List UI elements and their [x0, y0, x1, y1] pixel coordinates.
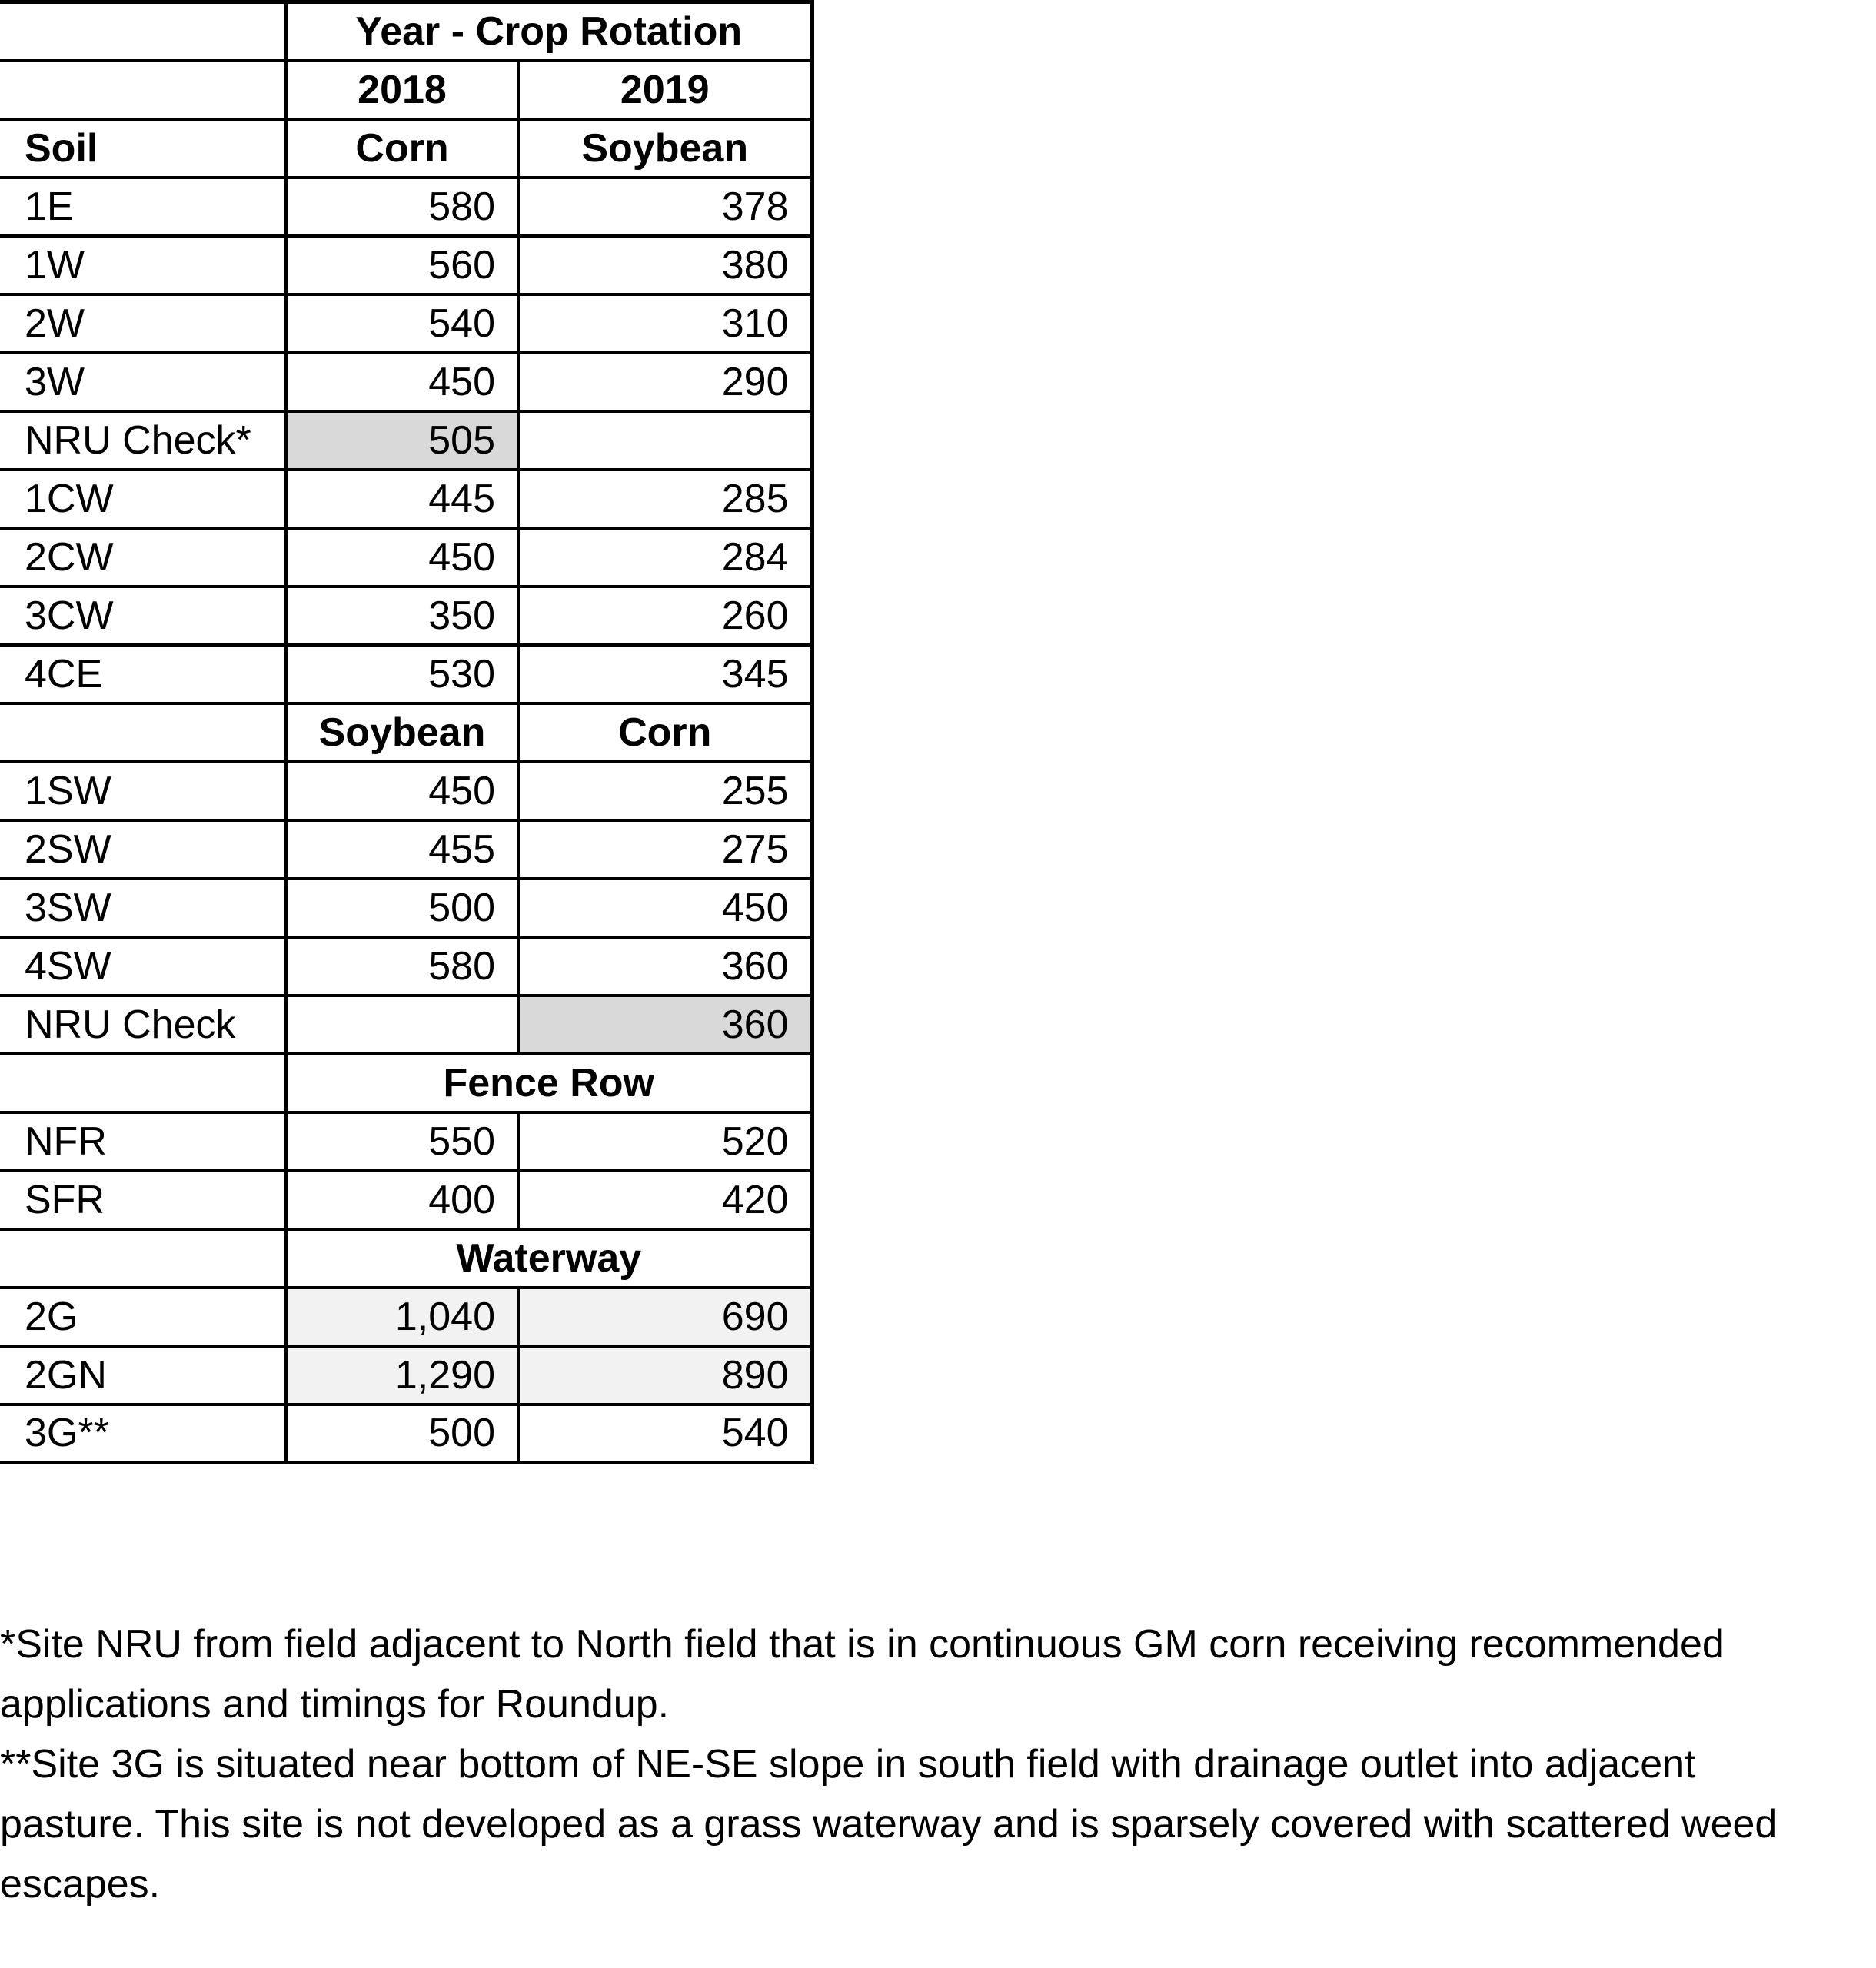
value-2019-cell [518, 411, 812, 470]
value-2018-cell: 580 [286, 178, 518, 236]
value-2018-cell: 530 [286, 645, 518, 703]
fence-row-header [0, 1054, 812, 1112]
crop-2018-header: Corn [286, 119, 518, 178]
value-2019-cell: 360 [518, 937, 812, 996]
value-2019-cell: 380 [518, 236, 812, 294]
year-header-row [0, 61, 812, 119]
table-row [0, 528, 812, 587]
value-2019-cell: 260 [518, 587, 812, 645]
value-2018-cell: 400 [286, 1171, 518, 1229]
blank-cell [0, 703, 286, 762]
table-row [0, 645, 812, 703]
soil-cell: NFR [0, 1112, 286, 1171]
crop-2019-header: Soybean [518, 119, 812, 178]
value-2019-cell: 310 [518, 294, 812, 353]
table-row [0, 762, 812, 820]
crop-2018-header-2: Soybean [286, 703, 518, 762]
soil-cell: 3CW [0, 587, 286, 645]
value-2019-cell: 275 [518, 820, 812, 879]
soil-cell: NRU Check* [0, 411, 286, 470]
value-2019-cell: 345 [518, 645, 812, 703]
soil-cell: 2G [0, 1288, 286, 1346]
footnotes [0, 1614, 1845, 1914]
table-title-row [0, 2, 812, 61]
value-2018-cell: 1,040 [286, 1288, 518, 1346]
crop-2019-header-2: Corn [518, 703, 812, 762]
crop-rotation-table [0, 0, 814, 1464]
waterway-title: Waterway [286, 1229, 812, 1288]
blank-cell [0, 1054, 286, 1112]
table-row [0, 1171, 812, 1229]
value-2018-cell: 455 [286, 820, 518, 879]
crop-header-row [0, 119, 812, 178]
value-2019-cell: 450 [518, 879, 812, 937]
soil-cell: 3G** [0, 1405, 286, 1463]
table-row [0, 1112, 812, 1171]
footnote-3g: **Site 3G is situated near bottom of NE-SE slope in south field with drainage outlet into adjacent pasture. This site is not developed as a grass waterway and is sparsely covered with scattered weed escapes. [0, 1742, 1778, 1906]
table-row [0, 1346, 812, 1405]
value-2018-cell: 560 [286, 236, 518, 294]
table-row [0, 1288, 812, 1346]
value-2018-cell: 505 [286, 411, 518, 470]
value-2018-cell [286, 996, 518, 1054]
soil-cell: 2W [0, 294, 286, 353]
value-2019-cell: 290 [518, 353, 812, 411]
soil-cell: 1SW [0, 762, 286, 820]
value-2018-cell: 550 [286, 1112, 518, 1171]
table-row [0, 820, 812, 879]
value-2019-cell: 284 [518, 528, 812, 587]
table-row [0, 178, 812, 236]
value-2019-cell: 378 [518, 178, 812, 236]
soil-cell: 2GN [0, 1346, 286, 1405]
soil-cell: 2SW [0, 820, 286, 879]
blank-cell [0, 2, 286, 61]
waterway-header [0, 1229, 812, 1288]
value-2018-cell: 350 [286, 587, 518, 645]
table-row [0, 1405, 812, 1463]
soil-cell: NRU Check [0, 996, 286, 1054]
table-row [0, 411, 812, 470]
value-2019-cell: 420 [518, 1171, 812, 1229]
value-2018-cell: 450 [286, 353, 518, 411]
table-row [0, 587, 812, 645]
value-2019-cell: 285 [518, 470, 812, 528]
table-row [0, 353, 812, 411]
year-2018-header: 2018 [286, 61, 518, 119]
blank-cell [0, 1229, 286, 1288]
soil-cell: 4CE [0, 645, 286, 703]
value-2018-cell: 500 [286, 1405, 518, 1463]
soil-cell: 2CW [0, 528, 286, 587]
soil-cell: 1W [0, 236, 286, 294]
table-row [0, 236, 812, 294]
value-2019-cell: 520 [518, 1112, 812, 1171]
fence-row-title: Fence Row [286, 1054, 812, 1112]
soil-cell: 4SW [0, 937, 286, 996]
value-2018-cell: 580 [286, 937, 518, 996]
value-2018-cell: 450 [286, 762, 518, 820]
soil-cell: 1CW [0, 470, 286, 528]
soil-cell: SFR [0, 1171, 286, 1229]
soil-column-header: Soil [0, 119, 286, 178]
value-2019-cell: 540 [518, 1405, 812, 1463]
table-row [0, 937, 812, 996]
footnote-nru: *Site NRU from field adjacent to North field that is in continuous GM corn receiving recommended applications and timings for Roundup. [0, 1622, 1725, 1727]
table-row [0, 996, 812, 1054]
soil-cell: 3SW [0, 879, 286, 937]
table-row [0, 879, 812, 937]
value-2018-cell: 1,290 [286, 1346, 518, 1405]
value-2019-cell: 360 [518, 996, 812, 1054]
value-2019-cell: 690 [518, 1288, 812, 1346]
table-title: Year - Crop Rotation [286, 2, 812, 61]
table-row [0, 294, 812, 353]
blank-cell [0, 61, 286, 119]
table-row [0, 470, 812, 528]
value-2018-cell: 500 [286, 879, 518, 937]
year-2019-header: 2019 [518, 61, 812, 119]
soil-cell: 1E [0, 178, 286, 236]
soil-cell: 3W [0, 353, 286, 411]
value-2018-cell: 540 [286, 294, 518, 353]
value-2018-cell: 450 [286, 528, 518, 587]
value-2018-cell: 445 [286, 470, 518, 528]
crop-header-row-2 [0, 703, 812, 762]
value-2019-cell: 255 [518, 762, 812, 820]
value-2019-cell: 890 [518, 1346, 812, 1405]
